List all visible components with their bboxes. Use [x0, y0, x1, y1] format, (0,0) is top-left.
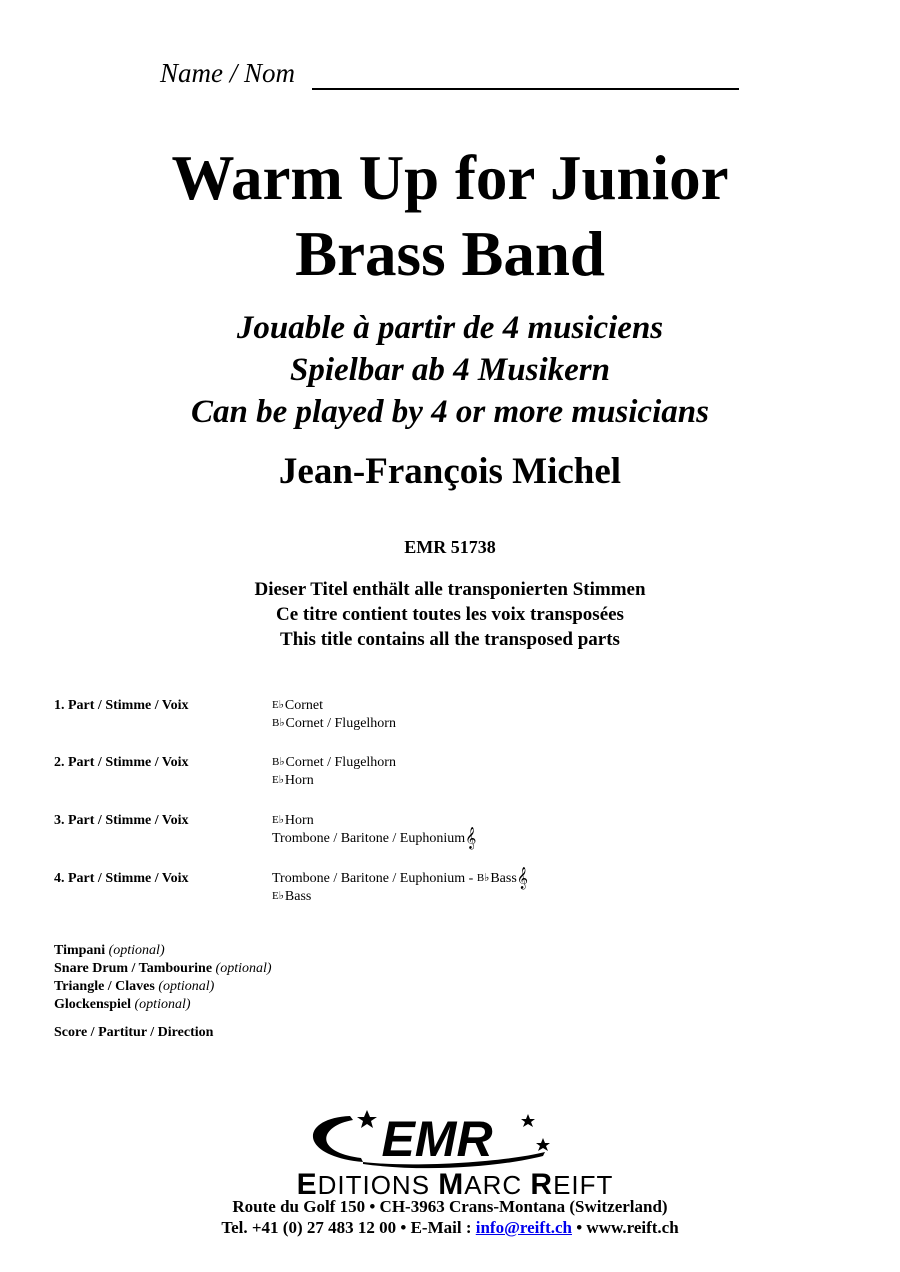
treble-clef-icon: 𝄞 — [465, 828, 477, 849]
optional-note: (optional) — [158, 979, 215, 994]
star-icon — [357, 1110, 377, 1128]
instrument: Horn — [284, 813, 314, 828]
part-2-instruments — [272, 754, 396, 790]
publisher-tel-line — [0, 1217, 900, 1238]
instrument: Cornet / Flugelhorn — [285, 755, 396, 770]
percussion-item — [54, 978, 272, 996]
percussion-name: Triangle / Claves — [54, 979, 155, 994]
publisher-logo — [245, 1104, 665, 1199]
flat-symbol: E♭ — [272, 699, 284, 711]
contains-french: Ce titre contient toutes les voix transposées — [276, 604, 624, 625]
flat-symbol: B♭ — [476, 872, 490, 884]
treble-clef-icon: 𝄞 — [516, 868, 529, 889]
percussion-list — [54, 942, 272, 1014]
name-label: Name / Nom — [160, 58, 295, 88]
instrument: Trombone / Baritone / Euphonium — [272, 831, 466, 846]
instrument: Bass — [284, 889, 312, 904]
optional-note: (optional) — [108, 943, 165, 958]
title-line-1: Warm Up for Junior — [171, 143, 729, 213]
part-3-instruments — [272, 812, 476, 848]
percussion-item — [54, 960, 272, 978]
star-icon — [536, 1138, 550, 1151]
instrument: Trombone / Baritone / Euphonium - — [272, 871, 477, 886]
part-3-label: 3. Part / Stimme / Voix — [54, 813, 189, 828]
name-line — [312, 88, 739, 90]
publisher-tel: Tel. +41 (0) 27 483 12 00 • E-Mail : — [221, 1218, 476, 1237]
catalog-code: EMR 51738 — [404, 537, 496, 557]
part-4-instruments — [272, 870, 528, 906]
star-icon — [521, 1114, 535, 1127]
instrument: Cornet / Flugelhorn — [285, 716, 396, 731]
publisher-contact — [0, 1196, 900, 1238]
percussion-item — [54, 996, 272, 1014]
contains-german: Dieser Titel enthält alle transponierten Stimmen — [254, 579, 646, 600]
page-title — [0, 140, 900, 292]
publisher-address: Route du Golf 150 • CH-3963 Crans-Montana (Switzerland) — [232, 1197, 668, 1216]
optional-note: (optional) — [134, 997, 191, 1012]
flat-symbol: B♭ — [272, 756, 285, 768]
score-label: Score / Partitur / Direction — [54, 1025, 214, 1040]
percussion-name: Timpani — [54, 943, 106, 958]
flat-symbol: E♭ — [272, 774, 284, 786]
part-1-label: 1. Part / Stimme / Voix — [54, 698, 189, 713]
contains-note — [0, 577, 900, 652]
percussion-item — [54, 942, 272, 960]
flat-symbol: E♭ — [272, 814, 284, 826]
flat-symbol: E♭ — [272, 890, 284, 902]
part-1-instruments — [272, 697, 396, 733]
logo-swoosh — [313, 1116, 363, 1162]
instrument: Horn — [284, 773, 314, 788]
percussion-name: Snare Drum / Tambourine — [54, 961, 213, 976]
optional-note: (optional) — [215, 961, 272, 976]
subtitle-german: Spielbar ab 4 Musikern — [290, 352, 610, 388]
subtitle-french: Jouable à partir de 4 musiciens — [236, 310, 664, 346]
instrument: Bass — [490, 871, 517, 886]
flat-symbol: B♭ — [272, 717, 285, 729]
part-2-label: 2. Part / Stimme / Voix — [54, 755, 189, 770]
instrument: Cornet — [284, 698, 324, 713]
email-link[interactable]: info@reift.ch — [475, 1218, 572, 1237]
publisher-website: • www.reift.ch — [571, 1218, 679, 1237]
logo-publisher-name: EDITIONS MARC REIFT — [296, 1168, 614, 1199]
composer: Jean-François Michel — [278, 451, 622, 492]
part-4-label: 4. Part / Stimme / Voix — [54, 871, 189, 886]
subtitle-english: Can be played by 4 or more musicians — [191, 394, 709, 430]
contains-english: This title contains all the transposed parts — [280, 629, 620, 650]
percussion-name: Glockenspiel — [54, 997, 132, 1012]
logo-emr-text: EMR — [381, 1111, 493, 1167]
title-line-2: Brass Band — [295, 219, 605, 289]
subtitles — [0, 307, 900, 433]
